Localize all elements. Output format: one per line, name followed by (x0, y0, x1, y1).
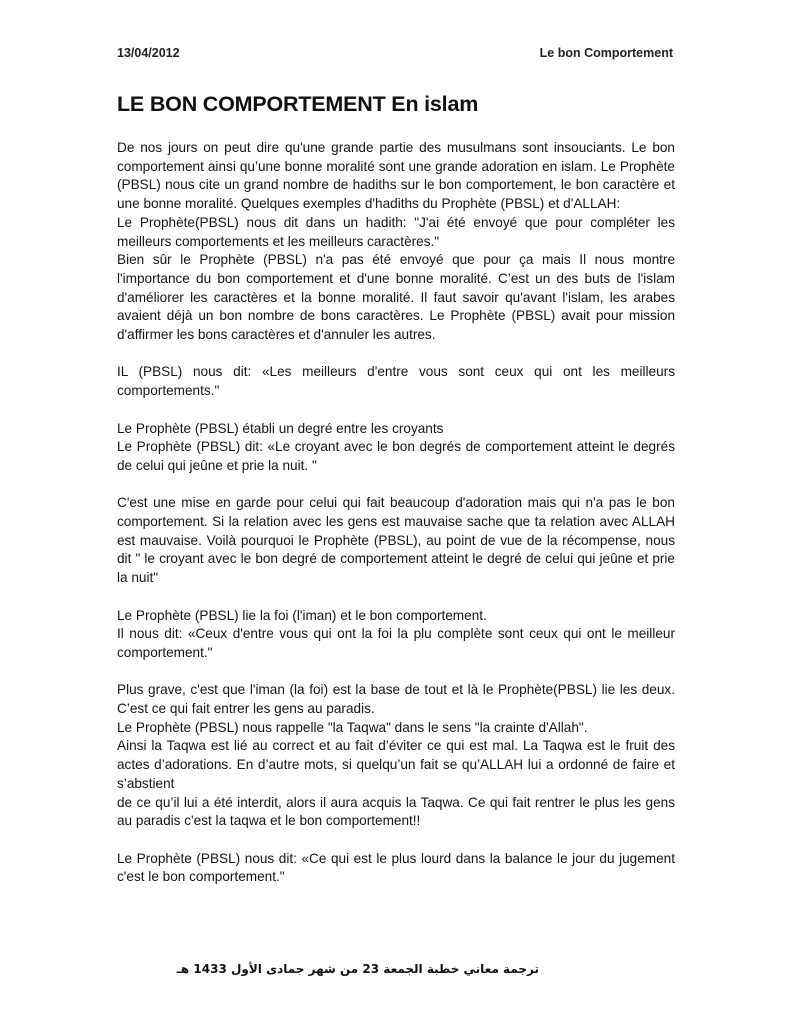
paragraph-spacer (117, 588, 675, 607)
paragraph: Le Prophète (PBSL) nous rappelle "la Taqwa" dans le sens "la crainte d'Allah". (117, 719, 588, 735)
page-header (117, 46, 673, 60)
paragraph: IL (PBSL) nous dit: «Les meilleurs d'entre vous sont ceux qui ont les meilleurs comportements." (117, 364, 675, 399)
paragraph: De nos jours on peut dire qu'une grande partie des musulmans sont insouciants. Le bon comportement ainsi qu’une bonne moralité sont une grande adoration en islam. Le Prophète (PBSL) nous cite un grand nombre de hadiths sur le bon comportement, le bon caractère et une bonne moralité. Quelques exemples d'hadiths du Prophète (PBSL) et d'ALLAH: (117, 140, 675, 212)
header-date: 13/04/2012 (117, 46, 180, 60)
paragraph-spacer (117, 345, 675, 364)
paragraph-spacer (117, 663, 675, 682)
document-title: LE BON COMPORTEMENT En islam (117, 92, 479, 116)
page-footer: ترجمة معاني خطبة الجمعة 23 من شهر جمادى الأول 1433 هـ (176, 962, 539, 976)
paragraph: Le Prophète (PBSL) lie la foi (l'iman) et le bon comportement. (117, 607, 487, 623)
paragraph: de ce qu’il lui a été interdit, alors il aura acquis la Taqwa. Ce qui fait rentrer le plus les gens au paradis c'est la taqwa et le bon comportement!! (117, 794, 675, 829)
header-document-title: Le bon Comportement (539, 46, 673, 60)
paragraph-spacer (117, 401, 675, 420)
document-body (117, 139, 675, 887)
paragraph: C'est une mise en garde pour celui qui fait beaucoup d'adoration mais qui n'a pas le bon comportement. Si la relation avec les gens est mauvaise sache que ta relation avec ALLAH est mauvaise. Voilà pourquoi le Prophète (PBSL), au point de vue de la récompense, nous dit " le croyant avec le bon degré de comportement atteint le degré de celui qui jeûne et prie la nuit" (117, 495, 675, 586)
paragraph-spacer (117, 476, 675, 495)
paragraph: Le Prophète (PBSL) dit: «Le croyant avec le bon degrés de comportement atteint le degrés de celui qui jeûne et prie la nuit. " (117, 439, 675, 473)
paragraph: Le Prophète (PBSL) nous dit: «Ce qui est le plus lourd dans la balance le jour du jugement c'est le bon comportement." (117, 850, 675, 885)
paragraph: Bien sûr le Prophète (PBSL) n'a pas été envoyé que pour ça mais Il nous montre l'importance du bon comportement et d'une bonne moralité. C’est un des buts de l'islam d'améliorer les caractères et la bonne moralité. Il faut savoir qu'avant l'islam, les arabes avaient déjà un bon nombre de bons caractères. Le Prophète (PBSL) avait pour mission d'affirmer les bons caractères et d'annuler les autres. (117, 252, 675, 343)
paragraph-spacer (117, 831, 675, 850)
paragraph: Le Prophète(PBSL) nous dit dans un hadith: "J'ai été envoyé que pour compléter les meilleurs comportements et les meilleurs caractères." (117, 214, 675, 249)
paragraph: Le Prophète (PBSL) établi un degré entre les croyants (117, 420, 444, 436)
paragraph: Ainsi la Taqwa est lié au correct et au fait d’éviter ce qui est mal. La Taqwa est le fruit des actes d’adorations. En d’autre mots, si quelqu’un fait se qu’ALLAH lui a ordonné de faire et s’abstient (117, 738, 675, 791)
paragraph: Plus grave, c'est que l'iman (la foi) est la base de tout et là le Prophète(PBSL) lie les deux. C’est ce qui fait entrer les gens au paradis. (117, 682, 675, 717)
paragraph: Il nous dit: «Ceux d'entre vous qui ont la foi la plu complète sont ceux qui ont le meilleur comportement." (117, 626, 675, 660)
